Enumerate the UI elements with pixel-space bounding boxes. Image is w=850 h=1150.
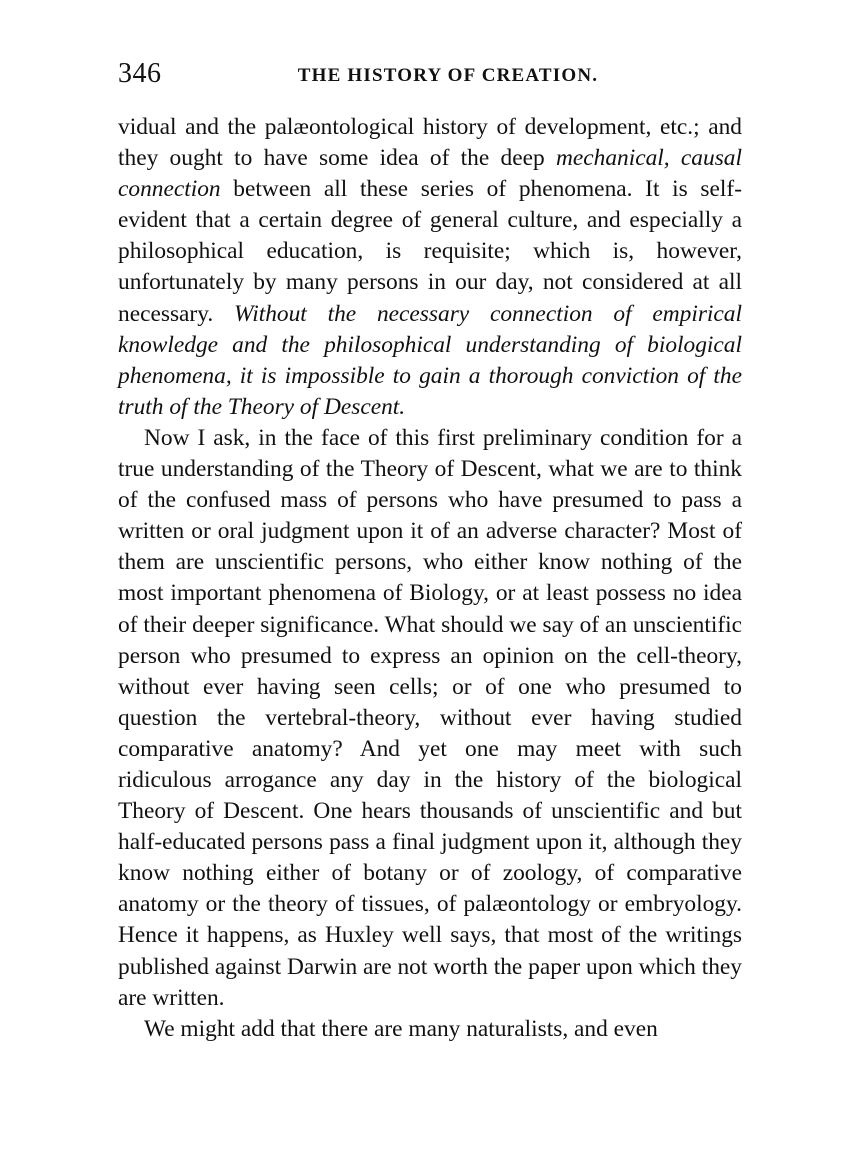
text-segment: between all these series of phenomena. It is self-evident that a certain degree of general culture, and especially a philosophical education, is requisite; which is, however, unfortunately by many persons in our day, not considered at all necessary. bbox=[118, 176, 742, 327]
paragraph-3 bbox=[118, 1014, 742, 1045]
paragraph-2 bbox=[118, 423, 742, 1014]
running-header bbox=[118, 52, 742, 96]
page-number: 346 bbox=[118, 58, 162, 89]
paragraph-1 bbox=[118, 112, 742, 423]
running-title: THE HISTORY OF CREATION. bbox=[297, 65, 599, 86]
text-segment: vidual and the palæontological history of development, etc.; and they ought to have some idea of the deep bbox=[118, 114, 742, 172]
text-segment: We might add that there are many naturalists, and even bbox=[144, 1015, 658, 1042]
italic-segment: Without the necessary connection of empirical knowledge and the philosophical understanding of biological phenomena, it is impossible to gain a thorough conviction of the truth of the Theory of Descent. bbox=[118, 300, 742, 420]
body-text bbox=[118, 112, 742, 1045]
italic-segment: mechanical, causal connection bbox=[118, 145, 742, 203]
text-segment: Now I ask, in the face of this first preliminary condition for a true understanding of the Theory of Descent, what we are to think of the confused mass of persons who have presumed to pass a written or oral judgment upon it of an adverse character? Most of them are unscientific persons, who either know nothing of the most important phenomena of Biology, or at least possess no idea of their deeper significance. What should we say of an unscientific person who presumed to express an opinion on the cell-theory, without ever having seen cells; or of one who presumed to question the vertebral-theory, without ever having studied comparative anatomy? And yet one may meet with such ridiculous arrogance any day in the history of the biological Theory of Descent. One hears thousands of unscientific and but half-educated persons pass a final judgment upon it, although they know nothing either of botany or of zoology, of comparative anatomy or the theory of tissues, of palæontology or embryology. Hence it happens, as Huxley well says, that most of the writings published against Darwin are not worth the paper upon which they are written. bbox=[118, 424, 742, 1011]
